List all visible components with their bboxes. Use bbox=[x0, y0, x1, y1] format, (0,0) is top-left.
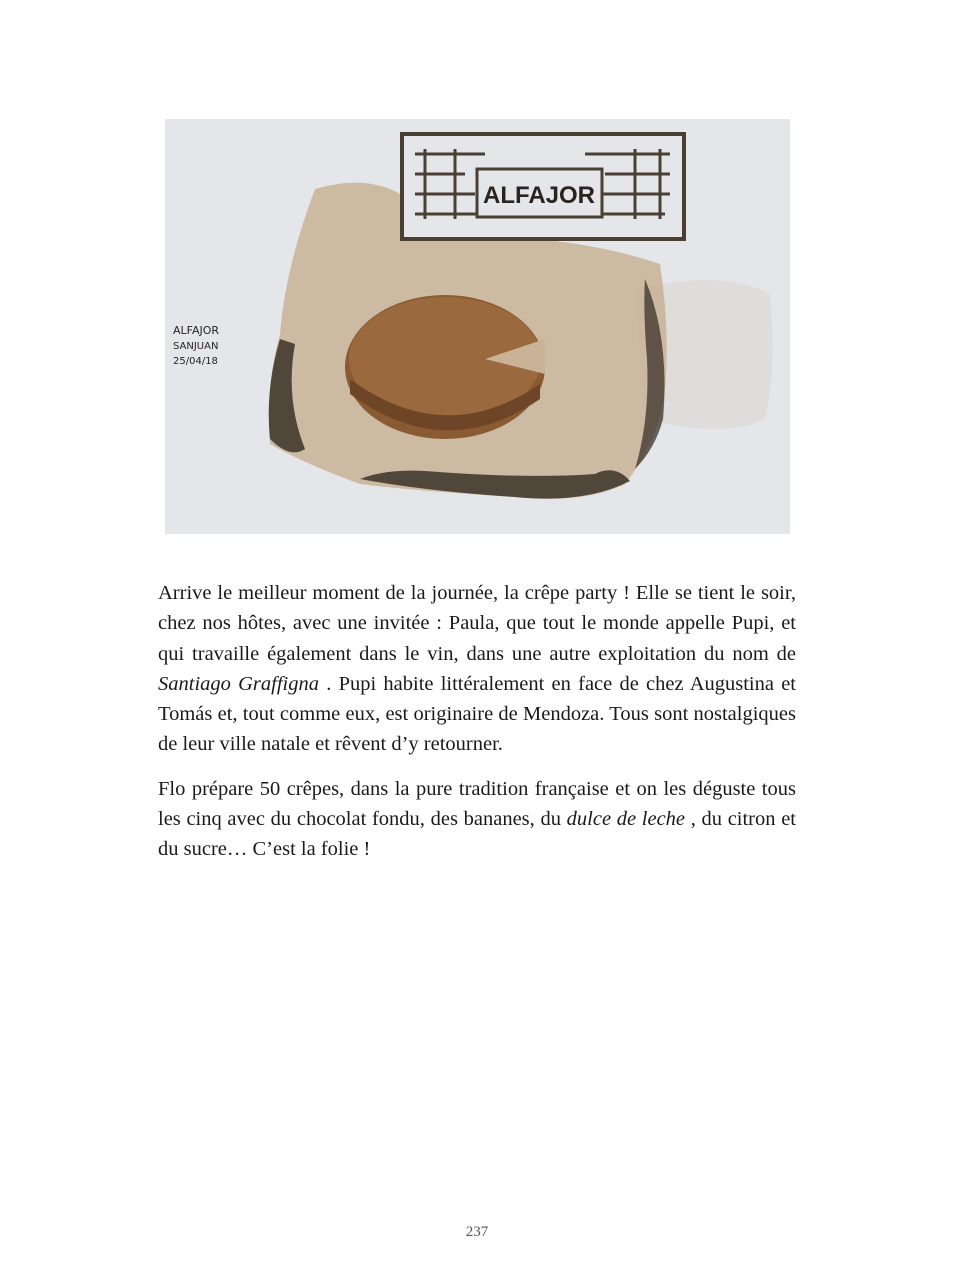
paragraph-2-text-a: Flo prépare 50 crêpes, dans la pure tradition française et on les déguste tous les cinq avec du chocolat fondu, des bananes, du bbox=[158, 777, 796, 831]
paragraph-2-italic-a: dulce de leche bbox=[566, 808, 686, 831]
page-number: 237 bbox=[465, 1224, 489, 1240]
paragraph-2 bbox=[158, 774, 796, 865]
alfajor-watercolor-illustration bbox=[165, 119, 790, 534]
paragraph-1-text-a: Arrive le meilleur moment de la journée, la crêpe party ! Elle se tient le soir, chez nos hôtes, avec une invitée : Paula, que tout le monde appelle Pupi, et qui travaille également dans le vin, dans une autre exploitation du nom de bbox=[158, 582, 796, 665]
caption-line-1: ALFAJOR bbox=[173, 324, 220, 337]
caption-line-2: SANJUAN bbox=[173, 341, 219, 352]
paragraph-1 bbox=[158, 578, 796, 760]
body-text bbox=[158, 578, 796, 879]
paragraph-1-italic-a: Santiago Graffigna bbox=[158, 672, 319, 695]
caption-line-3: 25/04/18 bbox=[173, 356, 218, 367]
paragraph-1-text-b: . Pupi habite littéralement en face de chez Augustina et Tomás et, tout comme eux, est originaire de Mendoza. Tous sont nostalgiques de leur ville natale et rêvent d’y retourner. bbox=[158, 672, 796, 756]
paragraph-2-text-b: , du citron et du sucre… C’est la folie ! bbox=[158, 808, 796, 861]
label-text: ALFAJOR bbox=[482, 182, 596, 209]
